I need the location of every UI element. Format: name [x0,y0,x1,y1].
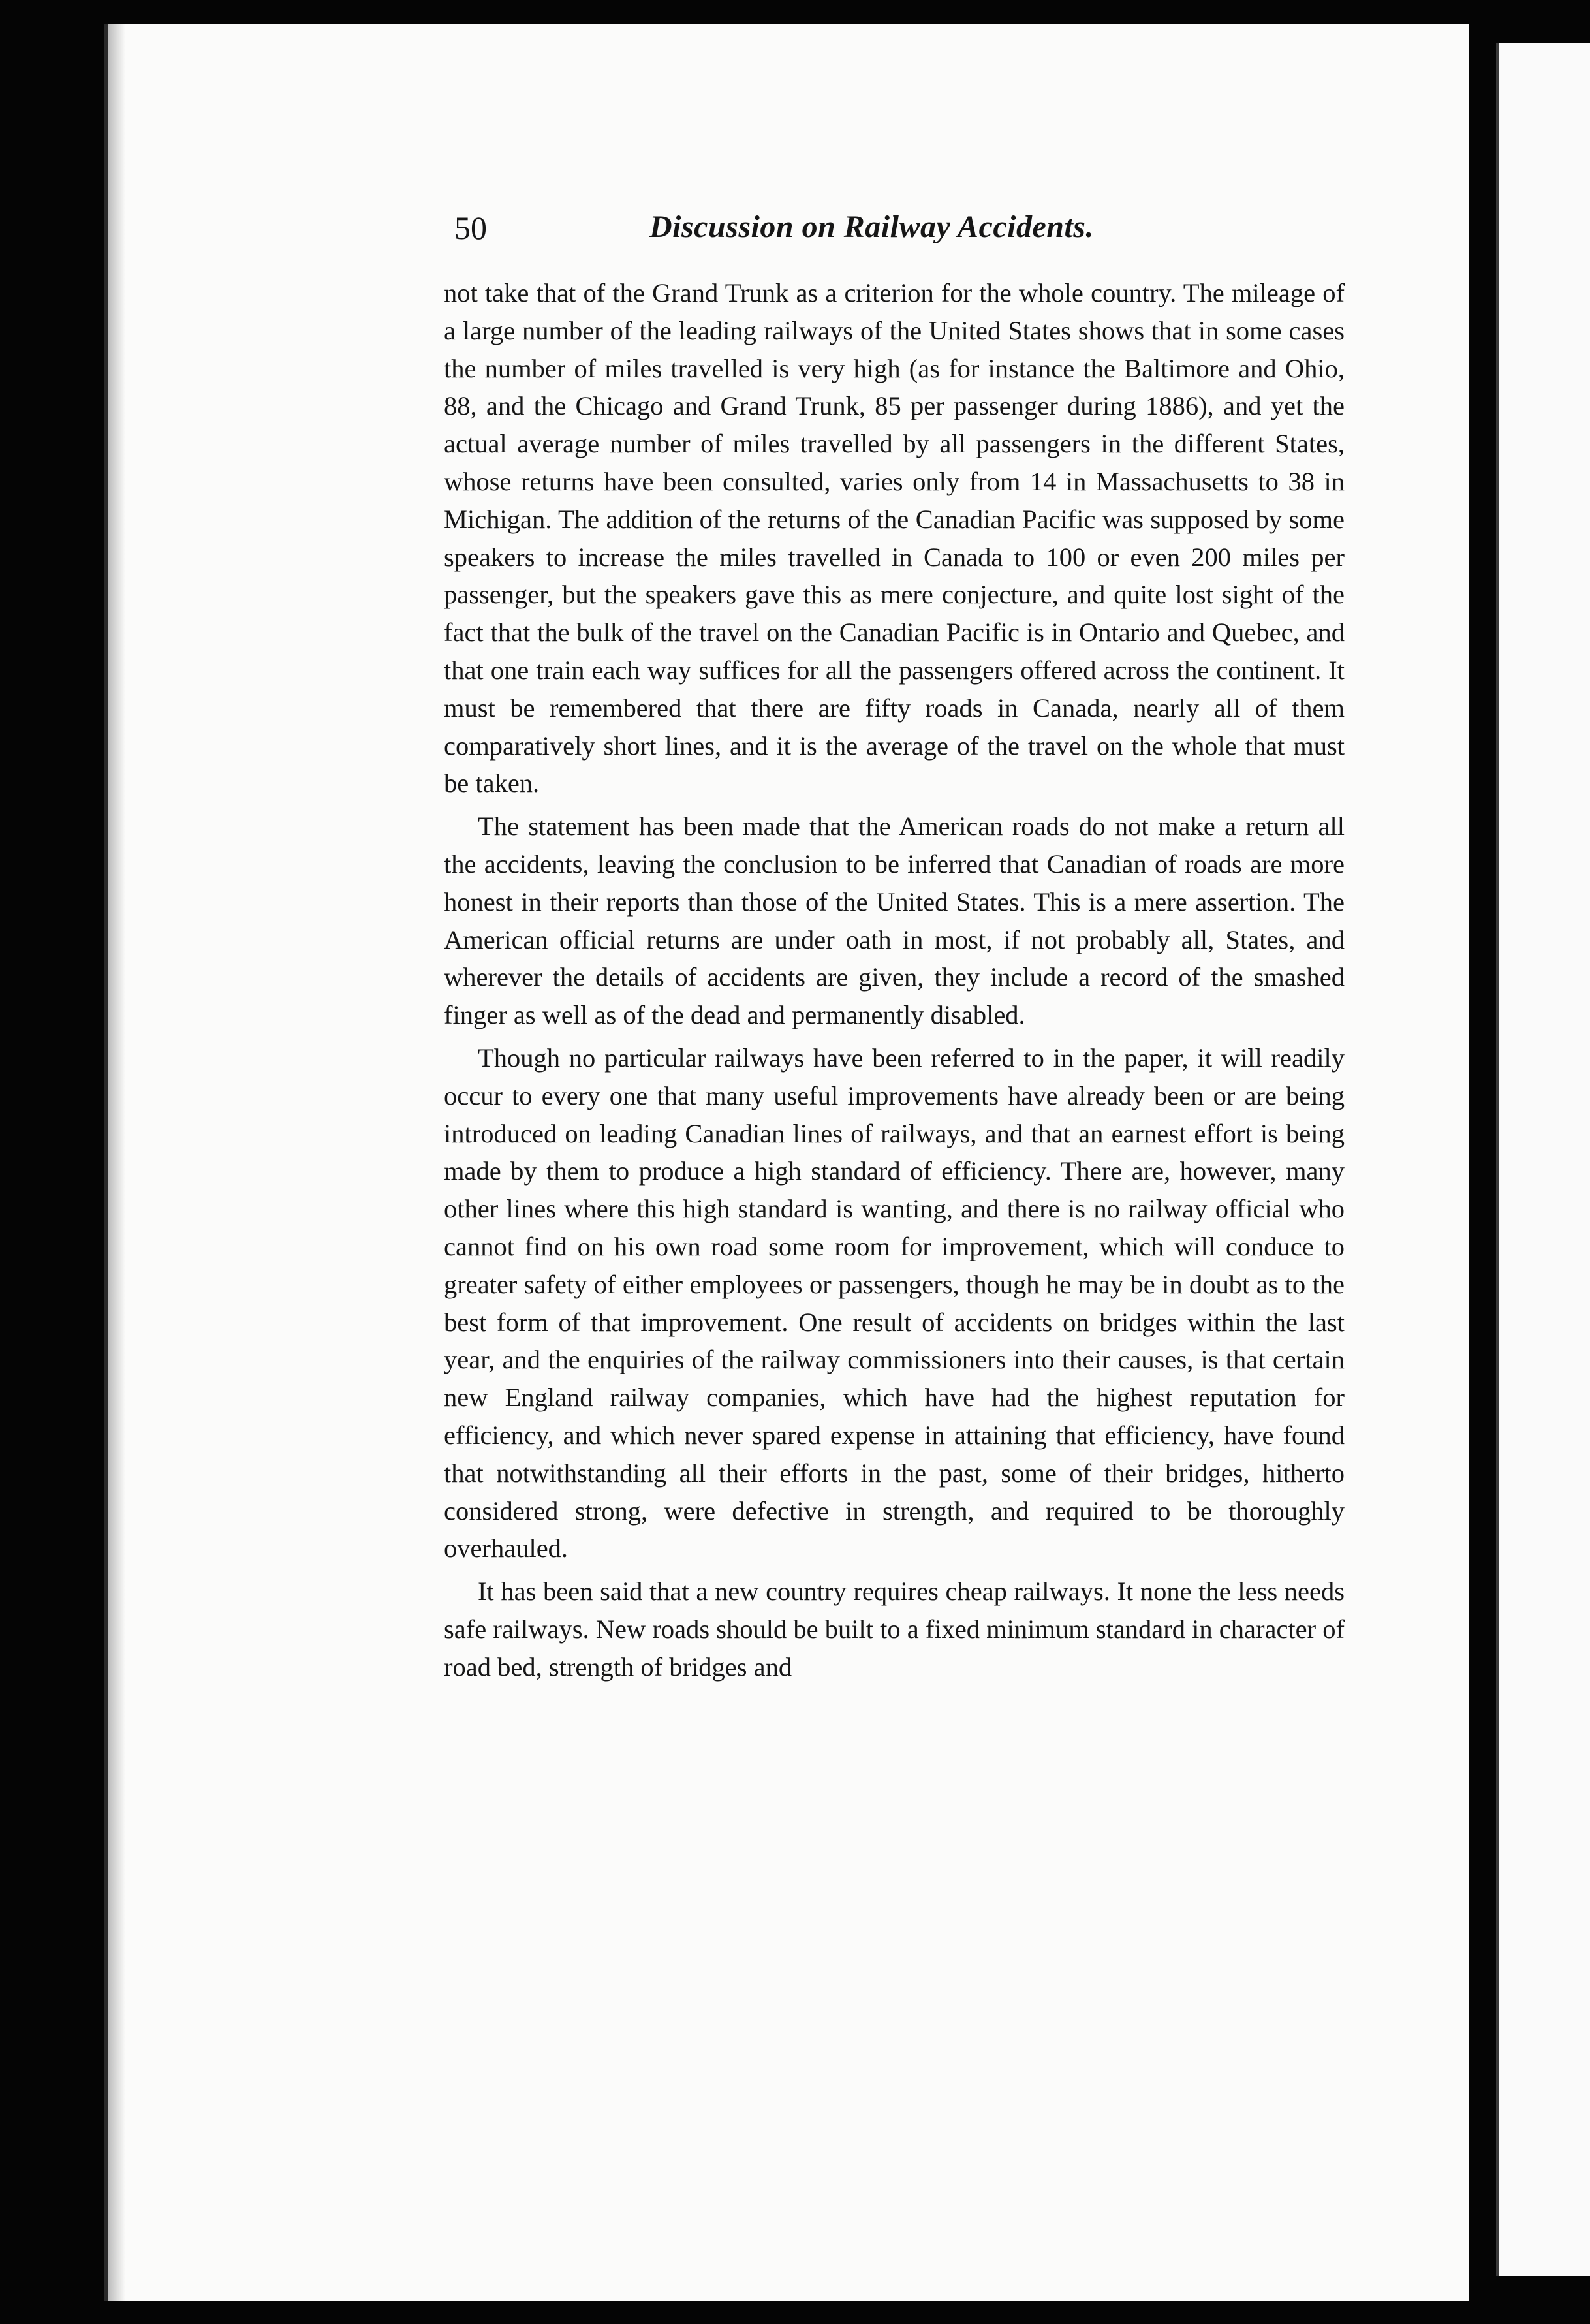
scan-border-left [0,0,104,2324]
page-text-block [444,209,1345,1686]
adjacent-page-edge [1496,43,1590,2276]
page-number: 50 [454,210,487,246]
paragraph: not take that of the Grand Trunk as a criterion for the whole country. The mileage of a large number of the leading railways of the United States shows that in some cases the number of miles travelled is very high (as for instance the Baltimore and Ohio, 88, and the Chicago and Grand Trunk, 85 per passenger during 1886), and yet the actual average number of miles travelled by all passengers in the different States, whose returns have been consulted, varies only from 14 in Massachusetts to 38 in Michigan. The addition of the returns of the Canadian Pacific was supposed by some speakers to increase the miles travelled in Canada to 100 or even 200 miles per passenger, but the speakers gave this as mere conjecture, and quite lost sight of the fact that the bulk of the travel on the Canadian Pacific is in Ontario and Quebec, and that one train each way suffices for all the passengers offered across the continent. It must be remembered that there are fifty roads in Canada, nearly all of them comparatively short lines, and it is the average of the travel on the whole that must be taken. [444,278,1345,798]
scan-border-bottom [0,2301,1590,2324]
paragraph: The statement has been made that the American roads do not make a return all the accidents, leaving the conclusion to be inferred that Canadian of roads are more honest in their reports than those of the United States. This is a mere assertion. The American official returns are under oath in most, if not probably all, States, and wherever the details of accidents are given, they include a record of the smashed finger as well as of the dead and permanently disabled. [444,811,1345,1030]
page-header [444,209,1345,274]
scan-border-top [0,0,1590,24]
running-head: Discussion on Railway Accidents. [649,210,1094,244]
body-text [444,274,1345,1686]
paragraph: Though no particular railways have been referred to in the paper, it will readily occur to every one that many useful improvements have already been or are being introduced on leading Canadian lines of railways, and that an earnest effort is being made by them to produce a high standard of efficiency. There are, however, many other lines where this high standard is wanting, and there is no railway official who cannot find on his own road some room for improvement, which will conduce to greater safety of either employees or passengers, though he may be in doubt as to the best form of that improvement. One result of accidents on bridges within the last year, and the enquiries of the railway commissioners into their causes, is that certain new England railway companies, which have had the highest reputation for efficiency, and which never spared expense in attaining that efficiency, have found that notwithstanding all their efforts in the past, some of their bridges, hitherto considered strong, were defective in strength, and required to be thoroughly overhauled. [444,1043,1345,1563]
paragraph: It has been said that a new country requires cheap railways. It none the less needs safe railways. New roads should be built to a fixed minimum standard in character of road bed, strength of bridges and [444,1577,1345,1682]
